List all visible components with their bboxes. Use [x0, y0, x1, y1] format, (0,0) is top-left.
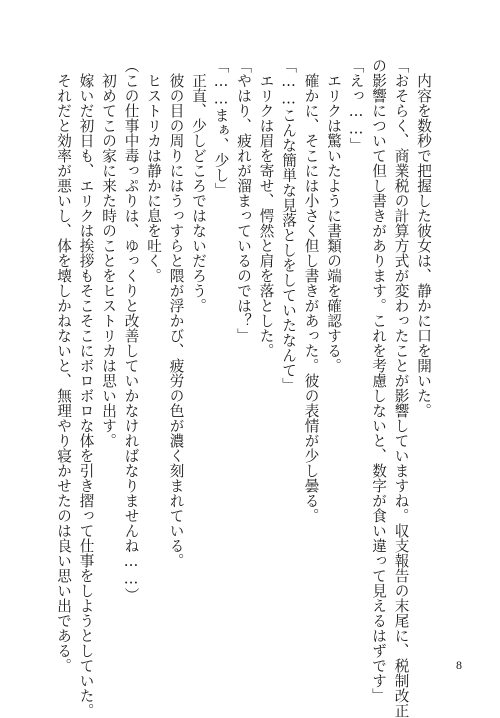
text-line: ヒストリカは静かに息を吐く。 [145, 58, 162, 283]
vertical-text-body [52, 58, 435, 718]
text-line: エリクは眉を寄せ、愕然と肩を落とした。 [257, 58, 275, 358]
page-number: 8 [456, 658, 462, 672]
text-line: 初めてこの家に来た時のことをヒストリカは思い出す。 [100, 58, 117, 448]
text-line: エリクは驚いたように書類の端を確認する。 [325, 58, 342, 373]
text-line: 確かに、そこには小さく但し書きがあった。彼の表情が少し曇る。 [302, 58, 320, 523]
text-line: の影響について但し書きがあります。これを考慮しないと、数字が食い違って見えるはずです」 [370, 58, 387, 703]
text-line: 「おそらく、商業税の計算方式が変わったことが影響していますね。収支報告の末尾に、税制改正 [392, 58, 410, 718]
text-line: 「……まぁ、少し」 [212, 58, 230, 198]
text-line: 「……こんな簡単な見落としをしていたなんて」 [280, 58, 297, 393]
text-line: 「やはり、疲れが溜まっているのでは？」 [235, 58, 252, 343]
text-line: それだと効率が悪いし、体を壊しかねないと、無理やり寝かせたのは良い思い出である。 [55, 58, 72, 673]
text-line: 正直、少しどころではないだろう。 [190, 58, 207, 313]
text-line: 彼の目の周りにはうっすらと隈が浮かび、疲労の色が濃く刻まれている。 [167, 58, 185, 568]
text-line: （この仕事中毒っぷりは、ゆっくりと改善していかなければなりませんね……） [122, 58, 140, 603]
text-line: 「えっ……」 [347, 58, 365, 153]
text-line: 嫁いだ初日も、エリクは挨拶もそこそこにボロボロな体を引き摺って仕事をしようとしていた。 [77, 58, 95, 718]
text-line: 内容を数秒で把握した彼女は、静かに口を開いた。 [415, 58, 432, 418]
